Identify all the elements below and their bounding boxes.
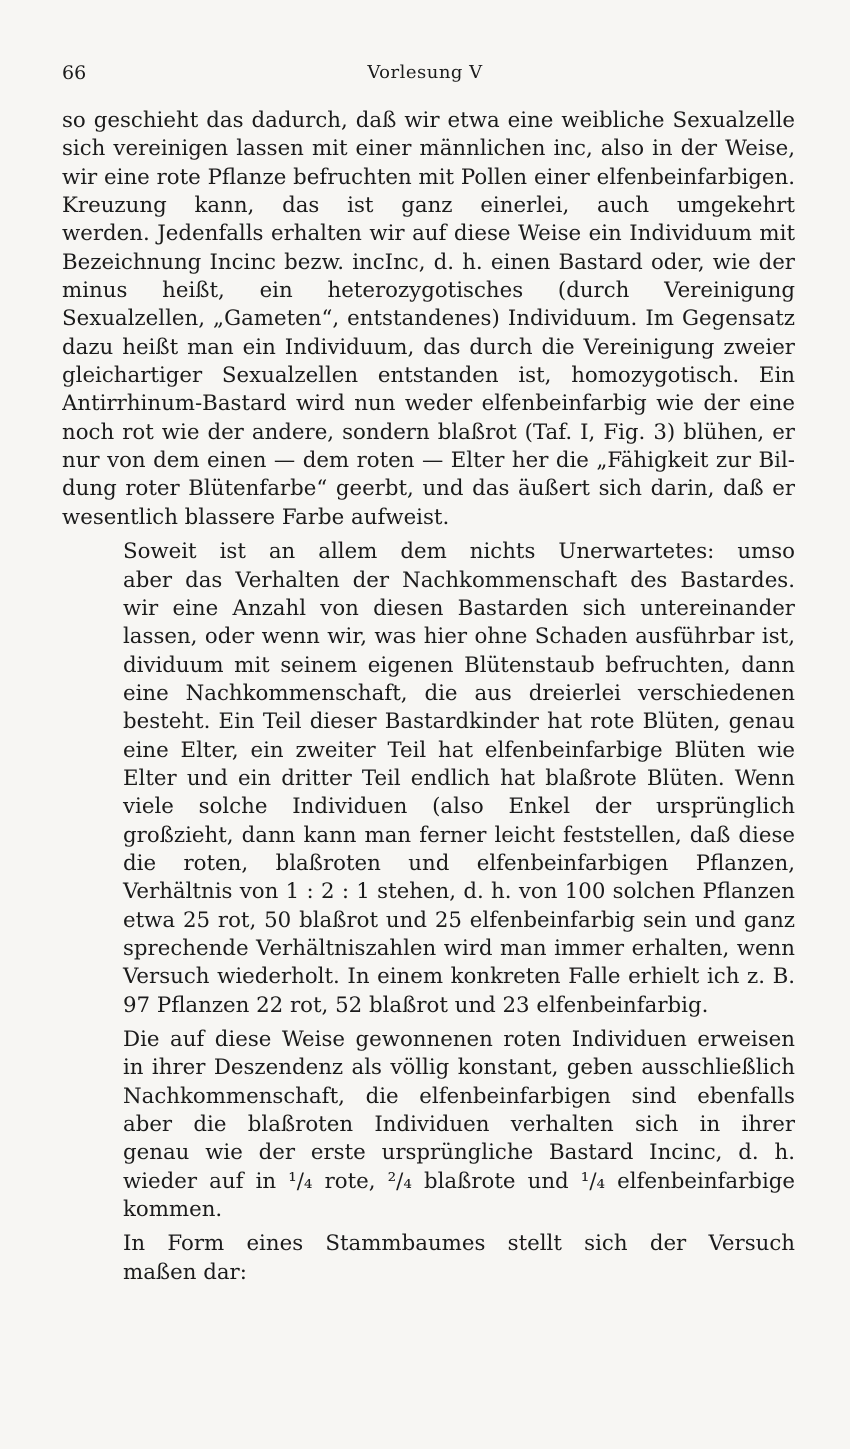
text-line: wir eine Anzahl von diesen Bastarden sich untereinander <box>123 595 795 621</box>
text-line: großzieht, dann kann man ferner leicht feststellen, daß diese <box>123 822 795 848</box>
text-line: lassen, oder wenn wir, was hier ohne Schaden ausführbar ist, <box>123 624 795 650</box>
text-line: Bezeichnung Incinc bezw. incInc, d. h. einen Bastard oder, wie der <box>62 249 795 275</box>
paragraph-2 <box>62 538 795 1020</box>
text-line: nur von dem einen — dem roten — Elter her die „Fähigkeit zur Bil- <box>62 448 795 474</box>
text-line: sprechende Verhältniszahlen wird man immer erhalten, wenn <box>123 935 795 961</box>
text-line: Antirrhinum-Bastard wird nun weder elfenbeinfarbig wie der eine <box>62 391 795 417</box>
text-line: kommen. <box>123 1197 223 1223</box>
page-header <box>62 62 788 88</box>
text-line: etwa 25 rot, 50 blaßrot und 25 elfenbeinfarbig sein und ganz <box>123 907 795 933</box>
text-line: wieder auf in ¹/₄ rote, ²/₄ blaßrote und ¹/₄ elfenbeinfarbige <box>123 1168 795 1194</box>
text-line: 97 Pflanzen 22 rot, 52 blaßrot und 23 elfenbeinfarbig. <box>123 992 709 1018</box>
text-line: maßen dar: <box>123 1259 247 1285</box>
text-line: genau wie der erste ursprüngliche Bastard Incinc, d. h. <box>123 1140 795 1166</box>
text-line: Sexualzellen, „Gameten“, entstandenes) Individuum. Im Gegensatz <box>62 306 795 332</box>
text-line: gleichartiger Sexualzellen entstanden ist, homozygotisch. Ein <box>62 363 795 389</box>
text-line: Verhältnis von 1 : 2 : 1 stehen, d. h. von 100 solchen Pflanzen <box>123 879 795 905</box>
text-line: Elter und ein dritter Teil endlich hat blaßrote Blüten. Wenn <box>123 765 795 791</box>
page-number: 66 <box>62 62 87 84</box>
text-line: wir eine rote Pflanze befruchten mit Pollen einer elfenbeinfarbigen. <box>62 164 795 190</box>
paragraph-4 <box>62 1230 795 1287</box>
paragraph-1 <box>62 107 795 532</box>
text-line: Kreuzung kann, das ist ganz einerlei, auch umgekehrt <box>62 193 795 219</box>
text-line: dung roter Blütenfarbe“ geerbt, und das äußert sich darin, daß er <box>62 476 795 502</box>
text-line: eine Elter, ein zweiter Teil hat elfenbeinfarbige Blüten wie <box>123 737 795 763</box>
text-line: noch rot wie der andere, sondern blaßrot (Taf. I, Fig. 3) blühen, er <box>62 419 795 445</box>
text-line: eine Nachkommenschaft, die aus dreierlei verschiedenen <box>123 680 795 706</box>
text-line: viele solche Individuen (also Enkel der ursprünglich <box>123 794 795 820</box>
text-line: wesentlich blassere Farbe aufweist. <box>62 504 450 530</box>
text-line: in ihrer Deszendenz als völlig konstant, geben ausschließlich <box>123 1055 795 1081</box>
text-line: so geschieht das dadurch, daß wir etwa eine weibliche Sexualzelle <box>62 108 795 133</box>
text-line: Versuch wiederholt. In einem konkreten Falle erhielt ich z. B. <box>123 964 795 990</box>
paragraph-3 <box>62 1026 795 1224</box>
text-line: dividuum mit seinem eigenen Blütenstaub befruchten, dann <box>123 652 795 678</box>
text-line: sich vereinigen lassen mit einer männlichen inc, also in der Weise, <box>62 136 795 162</box>
text-line: werden. Jedenfalls erhalten wir auf diese Weise ein Individuum mit <box>62 221 795 247</box>
text-line: Soweit ist an allem dem nichts Unerwartetes: umso <box>123 539 795 565</box>
text-line: Nachkommenschaft, die elfenbeinfarbigen sind ebenfalls <box>123 1083 795 1109</box>
body-text <box>62 107 795 1287</box>
text-line: dazu heißt man ein Individuum, das durch die Vereinigung zweier <box>62 334 795 360</box>
text-line: minus heißt, ein heterozygotisches (durch Vereinigung <box>62 278 795 304</box>
text-line: besteht. Ein Teil dieser Bastardkinder hat rote Blüten, genau <box>123 709 795 735</box>
running-head: Vorlesung V <box>367 62 483 83</box>
text-line: Die auf diese Weise gewonnenen roten Individuen erweisen <box>123 1027 795 1052</box>
text-line: die roten, blaßroten und elfenbeinfarbigen Pflanzen, <box>123 850 795 876</box>
text-line: aber die blaßroten Individuen verhalten sich in ihrer <box>123 1112 795 1138</box>
text-line: In Form eines Stammbaumes stellt sich der Versuch <box>123 1231 795 1257</box>
text-line: aber das Verhalten der Nachkommenschaft des Bastardes. <box>123 567 795 593</box>
